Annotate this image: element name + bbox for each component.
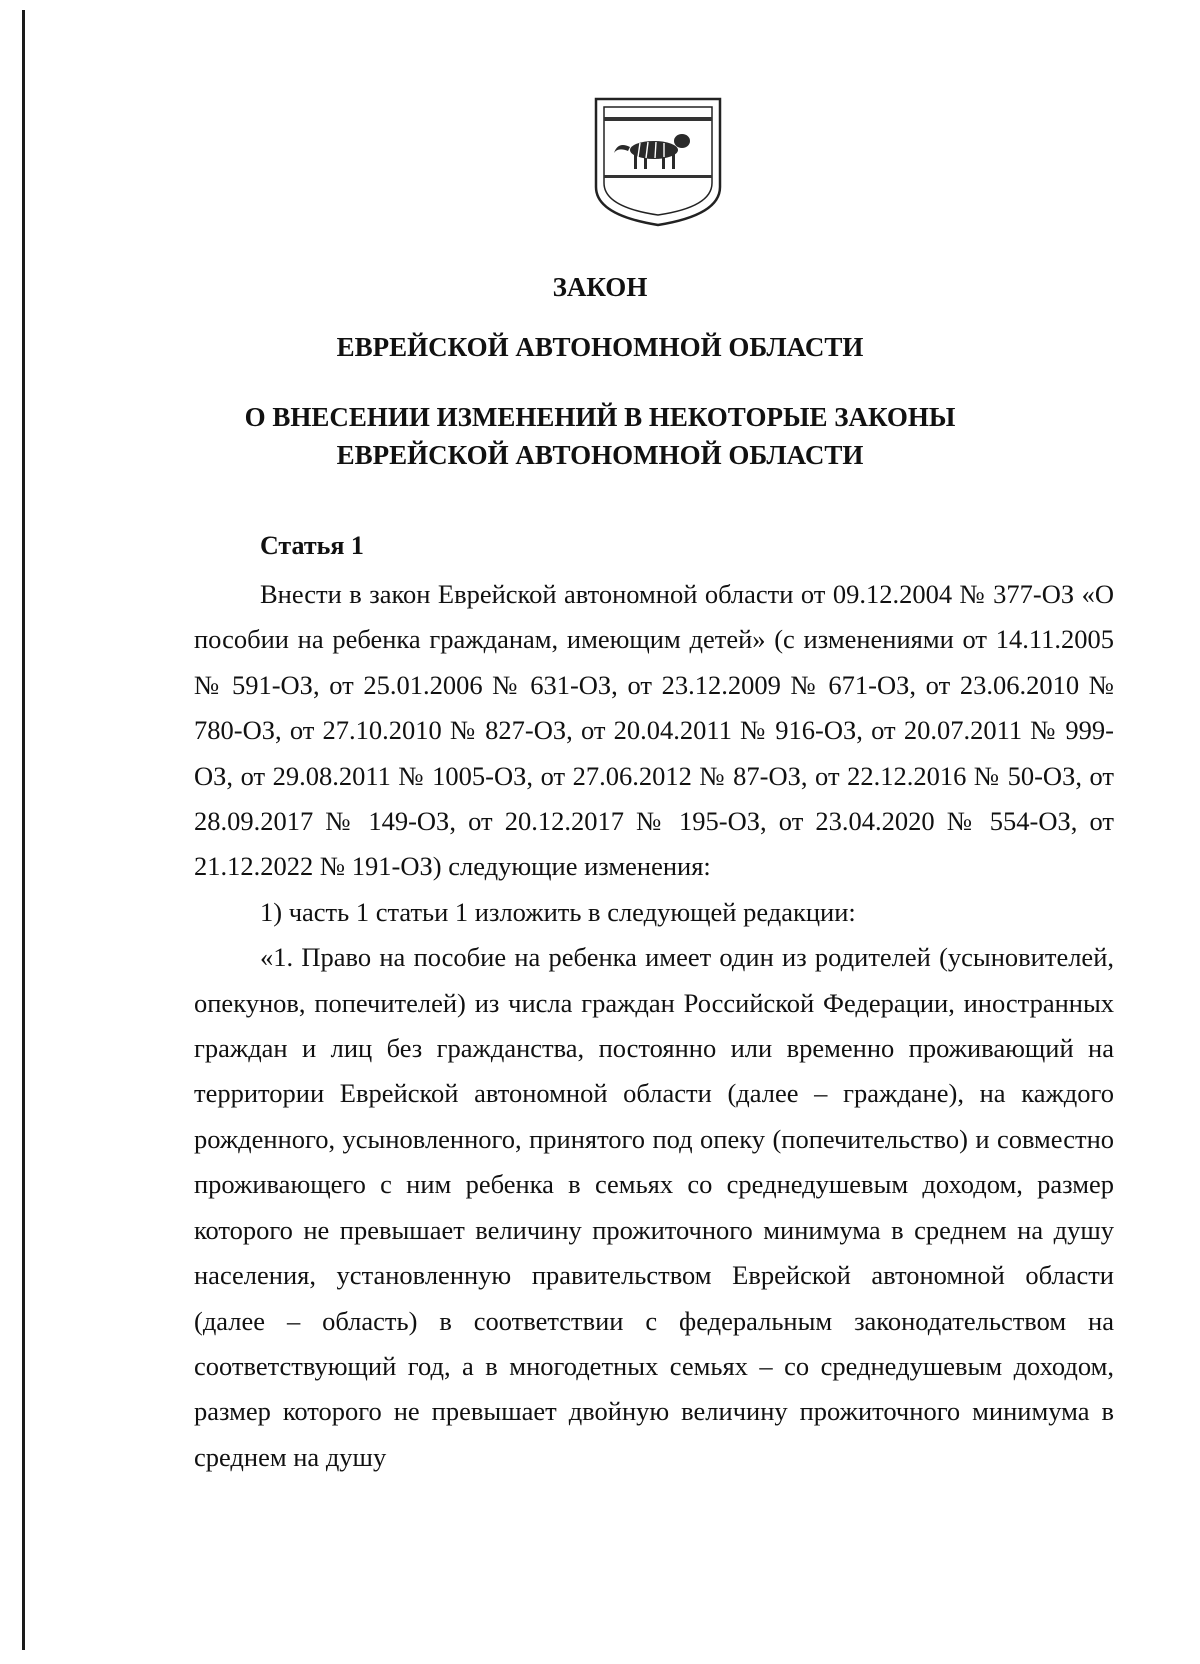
coat-of-arms-icon — [592, 95, 724, 229]
law-title: ЗАКОН — [552, 272, 648, 302]
scan-edge-line — [22, 10, 25, 1650]
law-subject-line-1: О ВНЕСЕНИИ ИЗМЕНЕНИЙ В НЕКОТОРЫЕ ЗАКОНЫ — [244, 402, 956, 432]
article-paragraph: Внести в закон Еврейской автономной области от 09.12.2004 № 377-ОЗ «О пособии на ребенка гражданам, имеющим детей» (с изменениями от 14.11.2005 № 591-ОЗ, от 25.01.2006 № 631-ОЗ, от 23.12.2009 № 671-ОЗ, от 23.06.2010 № 780-ОЗ, от 27.10.2010 № 827-ОЗ, от 20.04.2011 № 916-ОЗ, от 20.07.2011 № 999-ОЗ, от 29.08.2011 № 1005-ОЗ, от 27.06.2012 № 87-ОЗ, от 22.12.2016 № 50-ОЗ, от 28.09.2017 № 149-ОЗ, от 20.12.2017 № 195-ОЗ, от 23.04.2020 № 554-ОЗ, от 21.12.2022 № 191-ОЗ) следующие изменения: — [194, 579, 1114, 882]
law-subject — [0, 398, 1200, 474]
article-paragraph: 1) часть 1 статьи 1 изложить в следующей редакции: — [260, 896, 856, 927]
article-heading: Статья 1 — [260, 531, 364, 560]
region-title: ЕВРЕЙСКОЙ АВТОНОМНОЙ ОБЛАСТИ — [336, 332, 864, 362]
article-paragraph: «1. Право на пособие на ребенка имеет один из родителей (усыновителей, опекунов, попечителей) из числа граждан Российской Федерации, иностранных граждан и лиц без гражданства, постоянно или временно проживающий на территории Еврейской автономной области (далее – граждане), на каждого рожденного, усыновленного, принятого под опеку (попечительство) и совместно проживающего с ним ребенка в семьях со среднедушевым доходом, размер которого не превышает величину прожиточного минимума в среднем на душу населения, установленную правительством Еврейской автономной области (далее – область) в соответствии с федеральным законодательством на соответствующий год, а в многодетных семьях – со среднедушевым доходом, размер которого не превышает двойную величину прожиточного минимума в среднем на душу — [194, 942, 1114, 1472]
article-body — [194, 572, 1114, 1480]
law-subject-line-2: ЕВРЕЙСКОЙ АВТОНОМНОЙ ОБЛАСТИ — [336, 440, 864, 470]
